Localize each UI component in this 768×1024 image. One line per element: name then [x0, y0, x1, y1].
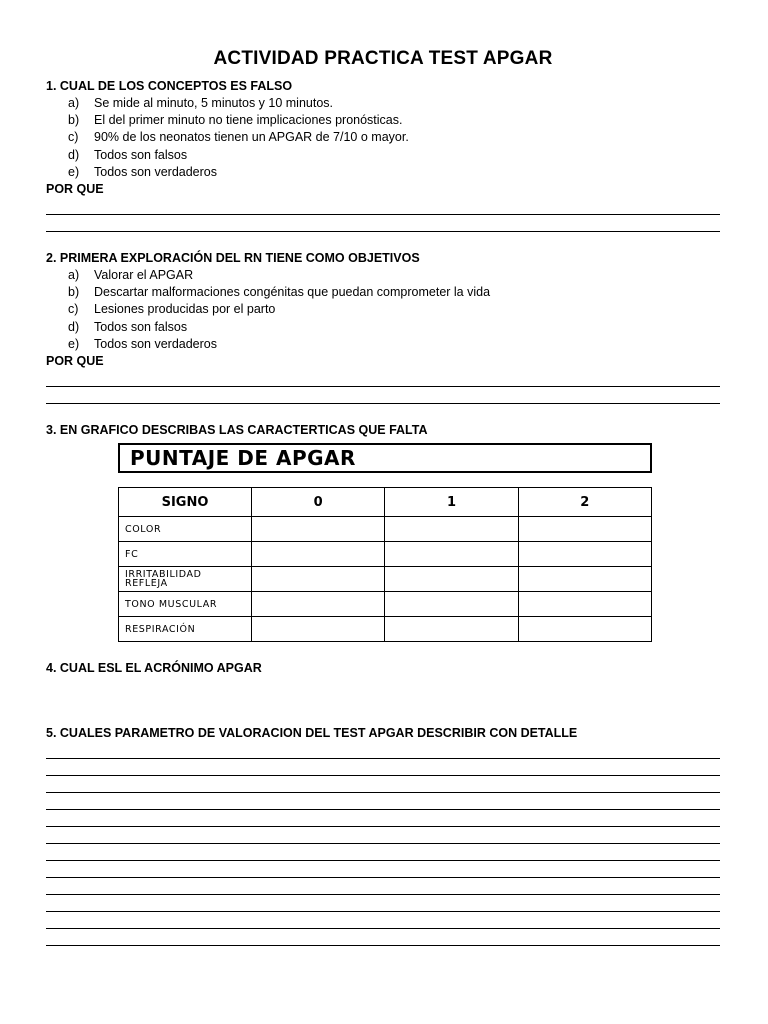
question-5: 5. CUALES PARAMETRO DE VALORACION DEL TEST APGAR DESCRIBIR CON DETALLE — [46, 726, 578, 741]
score-cell[interactable] — [252, 517, 385, 542]
score-cell[interactable] — [518, 517, 651, 542]
table-row — [119, 567, 652, 592]
option-item: d) Todos son falsos — [68, 147, 188, 162]
option-item: e) Todos son verdaderos — [68, 164, 217, 179]
answer-line[interactable] — [46, 861, 720, 878]
apgar-table — [118, 487, 652, 642]
page-title: ACTIVIDAD PRACTICA TEST APGAR — [213, 48, 553, 69]
figure-title: PUNTAJE DE APGAR — [118, 443, 652, 473]
option-item: d) Todos son falsos — [68, 319, 188, 334]
answer-line[interactable] — [46, 912, 720, 929]
option-item: a) Valorar el APGAR — [68, 268, 194, 283]
answer-line[interactable] — [46, 878, 720, 895]
score-cell[interactable] — [385, 617, 518, 642]
answer-line[interactable] — [46, 370, 720, 387]
question-2-options — [46, 267, 720, 353]
table-row — [119, 617, 652, 642]
column-header: SIGNO — [119, 488, 252, 517]
option-item: c) Lesiones producidas por el parto — [68, 302, 276, 317]
por-que-label: POR QUE — [46, 182, 104, 197]
question-2: 2. PRIMERA EXPLORACIÓN DEL RN TIENE COMO OBJETIVOS — [46, 251, 420, 266]
table-row — [119, 517, 652, 542]
table-row — [119, 592, 652, 617]
option-item: a) Se mide al minuto, 5 minutos y 10 minutos. — [68, 96, 334, 110]
sign-cell: FC — [119, 542, 252, 567]
question-1: 1. CUAL DE LOS CONCEPTOS ES FALSO — [46, 79, 293, 93]
apgar-figure — [118, 443, 652, 642]
score-cell[interactable] — [518, 567, 651, 592]
score-cell[interactable] — [385, 592, 518, 617]
question-4: 4. CUAL ESL EL ACRÓNIMO APGAR — [46, 661, 262, 676]
column-header: 0 — [252, 488, 385, 517]
column-header: 2 — [518, 488, 651, 517]
option-item: b) El del primer minuto no tiene implicaciones pronósticas. — [68, 113, 403, 128]
answer-line[interactable] — [46, 759, 720, 776]
option-item: b) Descartar malformaciones congénitas que puedan comprometer la vida — [68, 285, 491, 300]
answer-line[interactable] — [46, 215, 720, 232]
score-cell[interactable] — [518, 617, 651, 642]
question-3: 3. EN GRAFICO DESCRIBAS LAS CARACTERTICAS QUE FALTA — [46, 423, 428, 438]
answer-line[interactable] — [46, 742, 720, 759]
table-header-row — [119, 488, 652, 517]
answer-line[interactable] — [46, 827, 720, 844]
option-item: c) 90% de los neonatos tienen un APGAR de 7/10 o mayor. — [68, 130, 409, 145]
sign-cell: IRRITABILIDAD REFLEJA — [119, 567, 252, 592]
por-que-label: POR QUE — [46, 354, 104, 369]
sign-cell: TONO MUSCULAR — [119, 592, 252, 617]
question-1-options — [46, 95, 720, 181]
score-cell[interactable] — [252, 617, 385, 642]
score-cell[interactable] — [252, 567, 385, 592]
score-cell[interactable] — [252, 592, 385, 617]
answer-line[interactable] — [46, 776, 720, 793]
column-header: 1 — [385, 488, 518, 517]
answer-line[interactable] — [46, 810, 720, 827]
worksheet — [46, 48, 720, 946]
answer-line[interactable] — [46, 198, 720, 215]
sign-cell: RESPIRACIÓN — [119, 617, 252, 642]
score-cell[interactable] — [252, 542, 385, 567]
answer-line[interactable] — [46, 895, 720, 912]
answer-line[interactable] — [46, 793, 720, 810]
score-cell[interactable] — [385, 517, 518, 542]
answer-line[interactable] — [46, 844, 720, 861]
answer-line[interactable] — [46, 387, 720, 404]
table-row — [119, 542, 652, 567]
answer-line[interactable] — [46, 929, 720, 946]
score-cell[interactable] — [518, 592, 651, 617]
option-item: e) Todos son verdaderos — [68, 336, 217, 351]
score-cell[interactable] — [385, 567, 518, 592]
score-cell[interactable] — [385, 542, 518, 567]
sign-cell: COLOR — [119, 517, 252, 542]
answer-space[interactable] — [46, 677, 720, 725]
score-cell[interactable] — [518, 542, 651, 567]
